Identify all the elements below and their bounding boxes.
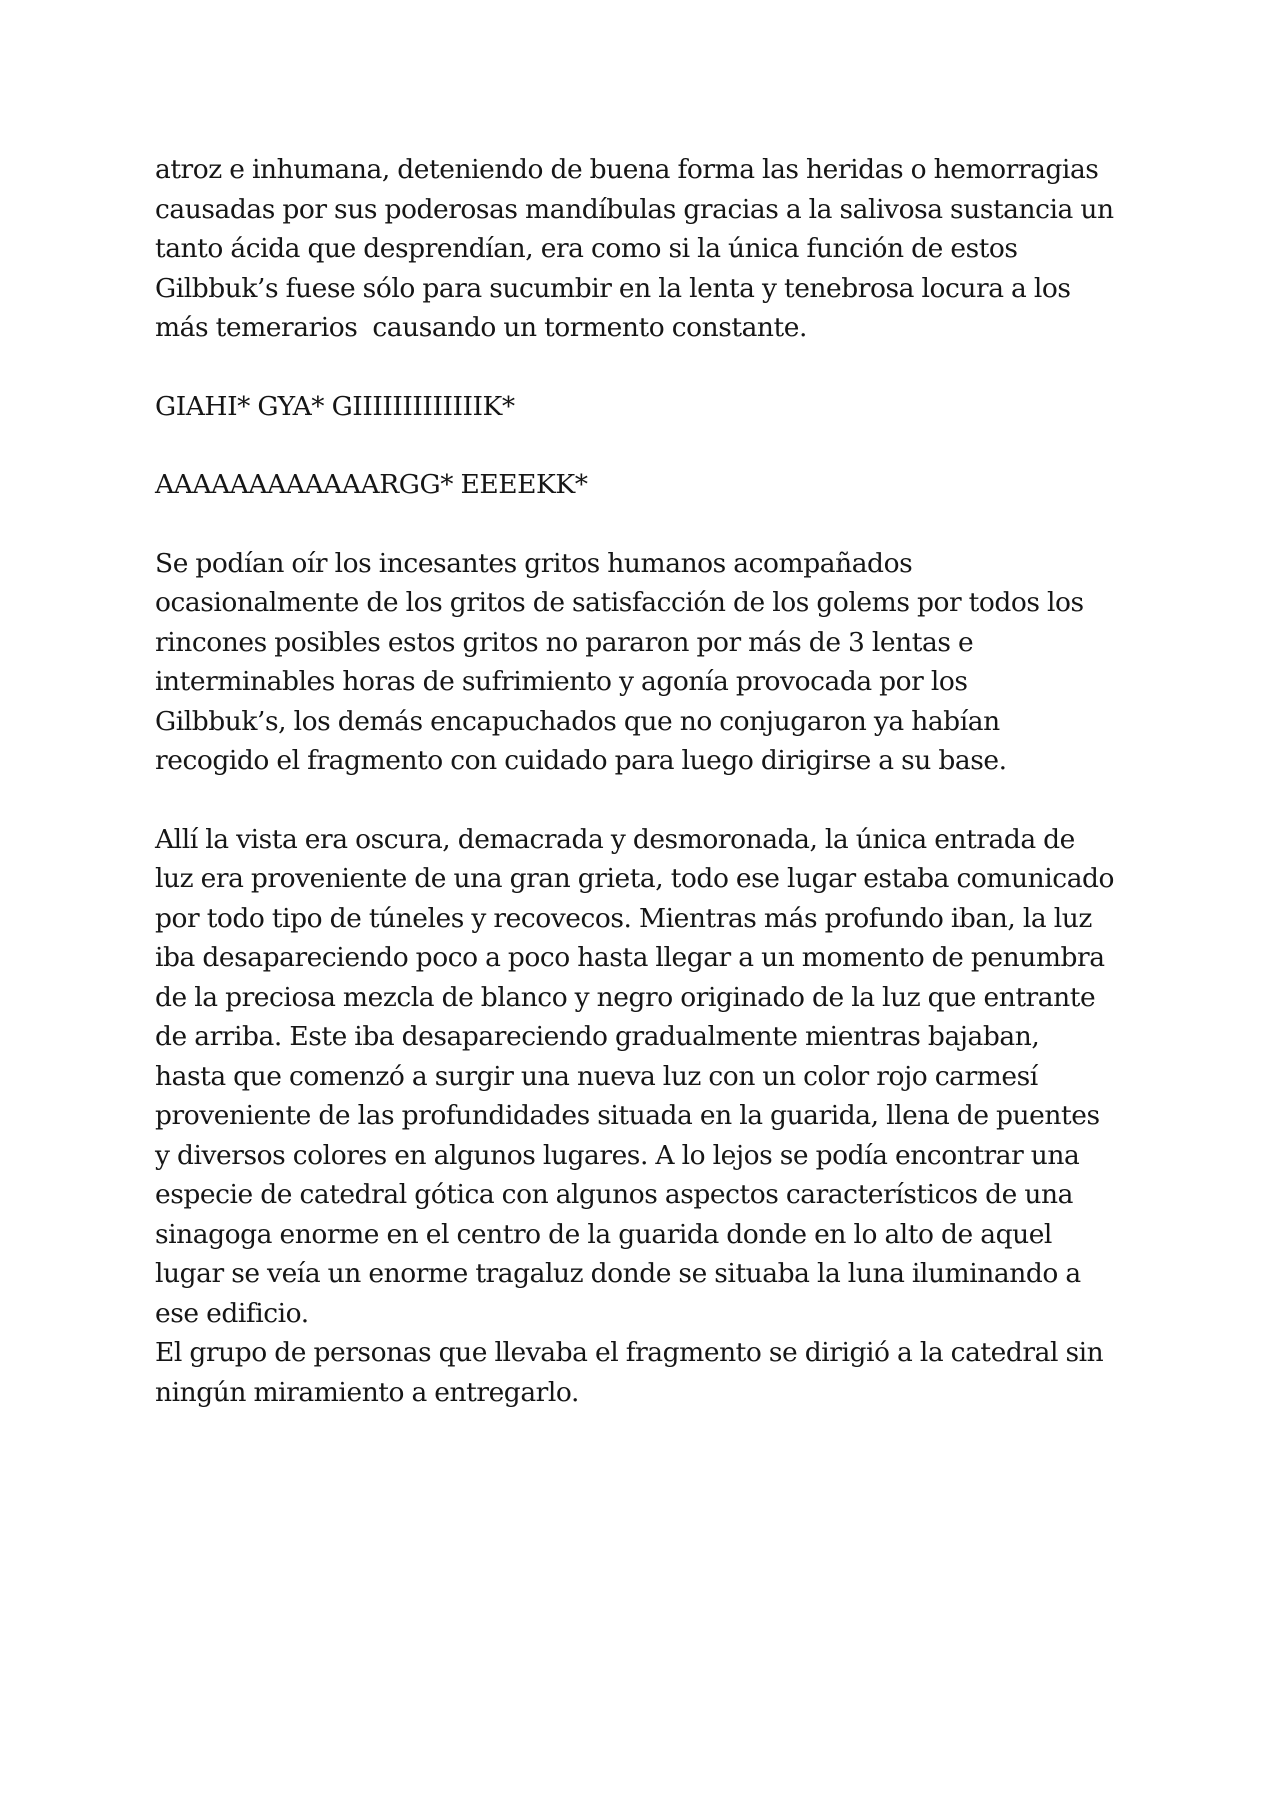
text-line: hasta que comenzó a surgir una nueva luz con un color rojo carmesí — [155, 1060, 1038, 1092]
text-line: de arriba. Este iba desapareciendo gradualmente mientras bajaban, — [155, 1021, 1040, 1052]
text-line: recogido el fragmento con cuidado para luego dirigirse a su base. — [155, 745, 1007, 776]
paragraph-lair-description — [155, 820, 1145, 1334]
text-line: especie de catedral gótica con algunos aspectos característicos de una — [155, 1179, 1073, 1210]
text-line: lugar se veía un enorme tragaluz donde se situaba la luna iluminando a — [155, 1258, 1081, 1289]
text-line: interminables horas de sufrimiento y agonía provocada por los — [155, 666, 968, 697]
text-line: Gilbbuk’s fuese sólo para sucumbir en la lenta y tenebrosa locura a los — [155, 272, 1071, 304]
paragraph-scream-1 — [155, 387, 1145, 427]
text-line: proveniente de las profundidades situada en la guarida, llena de puentes — [155, 1100, 1100, 1131]
text-line: ningún miramiento a entregarlo. — [155, 1376, 579, 1408]
paragraph-gilbbuk-torment — [155, 150, 1145, 348]
text-line: y diversos colores en algunos lugares. A lo lejos se podía encontrar una — [155, 1139, 1080, 1171]
text-line: iba desapareciendo poco a poco hasta llegar a un momento de penumbra — [155, 942, 1105, 973]
text-line: tanto ácida que desprendían, era como si la única función de estos — [155, 233, 1018, 264]
paragraph-group-to-cathedral — [155, 1333, 1145, 1412]
text-line: por todo tipo de túneles y recovecos. Mientras más profundo iban, la luz — [155, 902, 1092, 934]
text-line: ocasionalmente de los gritos de satisfacción de los golems por todos los — [155, 587, 1084, 618]
text-line: de la preciosa mezcla de blanco y negro originado de la luz que entrante — [155, 981, 1096, 1013]
text-line: luz era proveniente de una gran grieta, todo ese lugar estaba comunicado — [155, 863, 1115, 894]
text-line: más temerarios causando un tormento constante. — [155, 312, 807, 343]
text-line: Gilbbuk’s, los demás encapuchados que no conjugaron ya habían — [155, 705, 1000, 737]
paragraph-scream-2 — [155, 465, 1145, 505]
text-line: Allí la vista era oscura, demacrada y desmoronada, la única entrada de — [155, 823, 1075, 855]
text-line: causadas por sus poderosas mandíbulas gracias a la salivosa sustancia un — [155, 193, 1114, 225]
text-line: atroz e inhumana, deteniendo de buena forma las heridas o hemorragias — [155, 154, 1099, 185]
text-line: GIAHI* GYA* GIIIIIIIIIIIIIK* — [155, 390, 515, 422]
text-line: rincones posibles estos gritos no pararon por más de 3 lentas e — [155, 626, 974, 658]
text-line: El grupo de personas que llevaba el fragmento se dirigió a la catedral sin — [155, 1337, 1104, 1368]
text-line: Se podían oír los incesantes gritos humanos acompañados — [155, 547, 913, 579]
body-text — [155, 150, 1145, 1412]
text-line: AAAAAAAAAAAARGG* EEEEKK* — [155, 469, 588, 500]
paragraph-human-screams — [155, 544, 1145, 781]
text-line: ese edificio. — [155, 1297, 309, 1329]
text-line: sinagoga enorme en el centro de la guarida donde en lo alto de aquel — [155, 1218, 1052, 1250]
